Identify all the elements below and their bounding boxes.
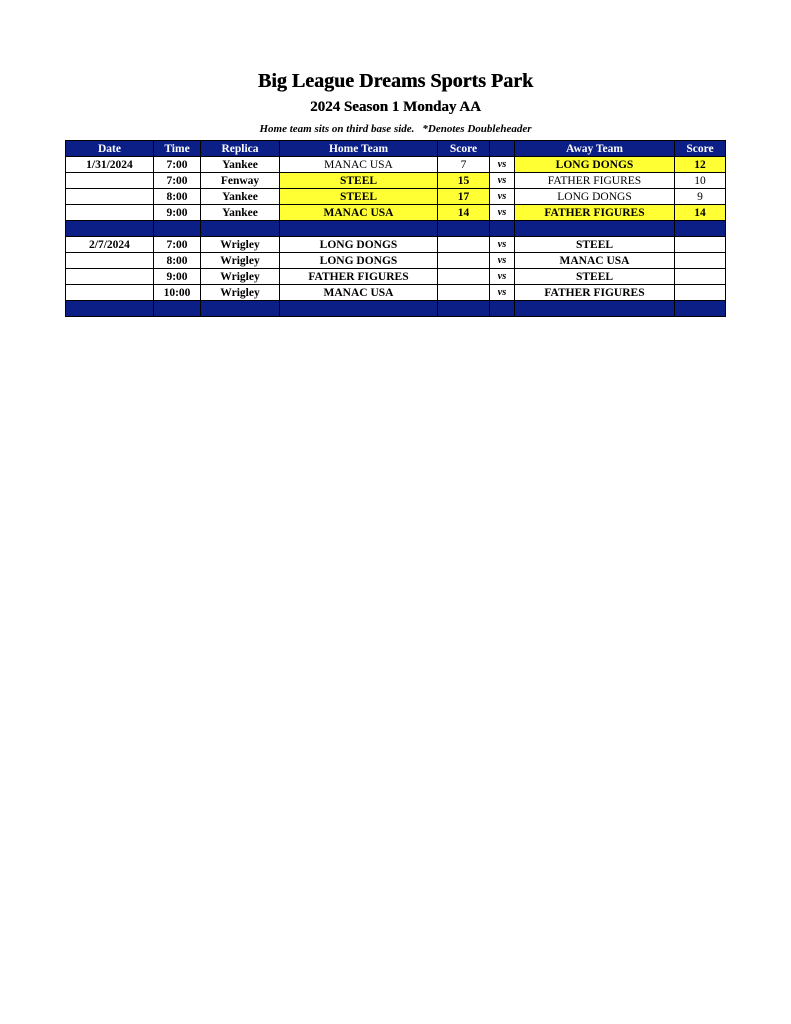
away-team: LONG DONGS (515, 157, 675, 173)
away-score: 9 (675, 189, 726, 205)
game-date (66, 173, 154, 189)
column-header-home-score: Score (438, 141, 490, 157)
game-time: 9:00 (154, 205, 201, 221)
home-team: MANAC USA (280, 285, 438, 301)
game-time: 7:00 (154, 157, 201, 173)
home-score (438, 237, 490, 253)
vs-label: vs (490, 269, 515, 285)
vs-label: vs (490, 189, 515, 205)
vs-label: vs (490, 237, 515, 253)
game-replica: Yankee (201, 205, 280, 221)
home-score: 7 (438, 157, 490, 173)
game-time: 7:00 (154, 237, 201, 253)
table-row (66, 269, 726, 285)
home-team: FATHER FIGURES (280, 269, 438, 285)
game-time: 9:00 (154, 269, 201, 285)
game-time: 8:00 (154, 253, 201, 269)
game-date: 1/31/2024 (66, 157, 154, 173)
game-date (66, 189, 154, 205)
game-replica: Fenway (201, 173, 280, 189)
home-team: LONG DONGS (280, 253, 438, 269)
home-team: STEEL (280, 189, 438, 205)
home-score (438, 253, 490, 269)
away-team: FATHER FIGURES (515, 173, 675, 189)
home-team: MANAC USA (280, 157, 438, 173)
vs-label: vs (490, 205, 515, 221)
table-header-row (66, 141, 726, 157)
game-replica: Wrigley (201, 269, 280, 285)
home-team-note: Home team sits on third base side. (259, 123, 415, 135)
column-header-time: Time (154, 141, 201, 157)
away-team: LONG DONGS (515, 189, 675, 205)
game-date: 2/7/2024 (66, 237, 154, 253)
away-score: 10 (675, 173, 726, 189)
doubleheader-note: *Denotes Doubleheader (422, 123, 532, 135)
away-score (675, 269, 726, 285)
home-score: 17 (438, 189, 490, 205)
table-row (66, 189, 726, 205)
page-title: Big League Dreams Sports Park (257, 70, 534, 92)
column-header-vs (490, 141, 515, 157)
away-team: STEEL (515, 269, 675, 285)
game-date (66, 205, 154, 221)
table-row (66, 205, 726, 221)
home-score (438, 285, 490, 301)
vs-label: vs (490, 253, 515, 269)
away-team: MANAC USA (515, 253, 675, 269)
game-replica: Wrigley (201, 237, 280, 253)
away-team: FATHER FIGURES (515, 285, 675, 301)
game-date (66, 285, 154, 301)
table-row (66, 173, 726, 189)
game-replica: Yankee (201, 189, 280, 205)
vs-label: vs (490, 173, 515, 189)
column-header-away-score: Score (675, 141, 726, 157)
table-row (66, 157, 726, 173)
away-score (675, 253, 726, 269)
column-header-replica: Replica (201, 141, 280, 157)
table-row (66, 253, 726, 269)
game-time: 8:00 (154, 189, 201, 205)
separator-row (66, 301, 726, 317)
home-team: STEEL (280, 173, 438, 189)
schedule-table (65, 140, 726, 317)
schedule-note (0, 123, 791, 135)
separator-row (66, 221, 726, 237)
game-date (66, 269, 154, 285)
home-score: 15 (438, 173, 490, 189)
home-score: 14 (438, 205, 490, 221)
vs-label: vs (490, 157, 515, 173)
table-row (66, 285, 726, 301)
away-score (675, 237, 726, 253)
column-header-away-team: Away Team (515, 141, 675, 157)
away-team: STEEL (515, 237, 675, 253)
vs-label: vs (490, 285, 515, 301)
game-time: 10:00 (154, 285, 201, 301)
game-time: 7:00 (154, 173, 201, 189)
page-subtitle: 2024 Season 1 Monday AA (310, 99, 481, 115)
game-replica: Wrigley (201, 285, 280, 301)
column-header-date: Date (66, 141, 154, 157)
game-date (66, 253, 154, 269)
table-row (66, 237, 726, 253)
home-team: LONG DONGS (280, 237, 438, 253)
away-score: 14 (675, 205, 726, 221)
home-team: MANAC USA (280, 205, 438, 221)
home-score (438, 269, 490, 285)
away-score: 12 (675, 157, 726, 173)
away-team: FATHER FIGURES (515, 205, 675, 221)
game-replica: Yankee (201, 157, 280, 173)
column-header-home-team: Home Team (280, 141, 438, 157)
away-score (675, 285, 726, 301)
game-replica: Wrigley (201, 253, 280, 269)
